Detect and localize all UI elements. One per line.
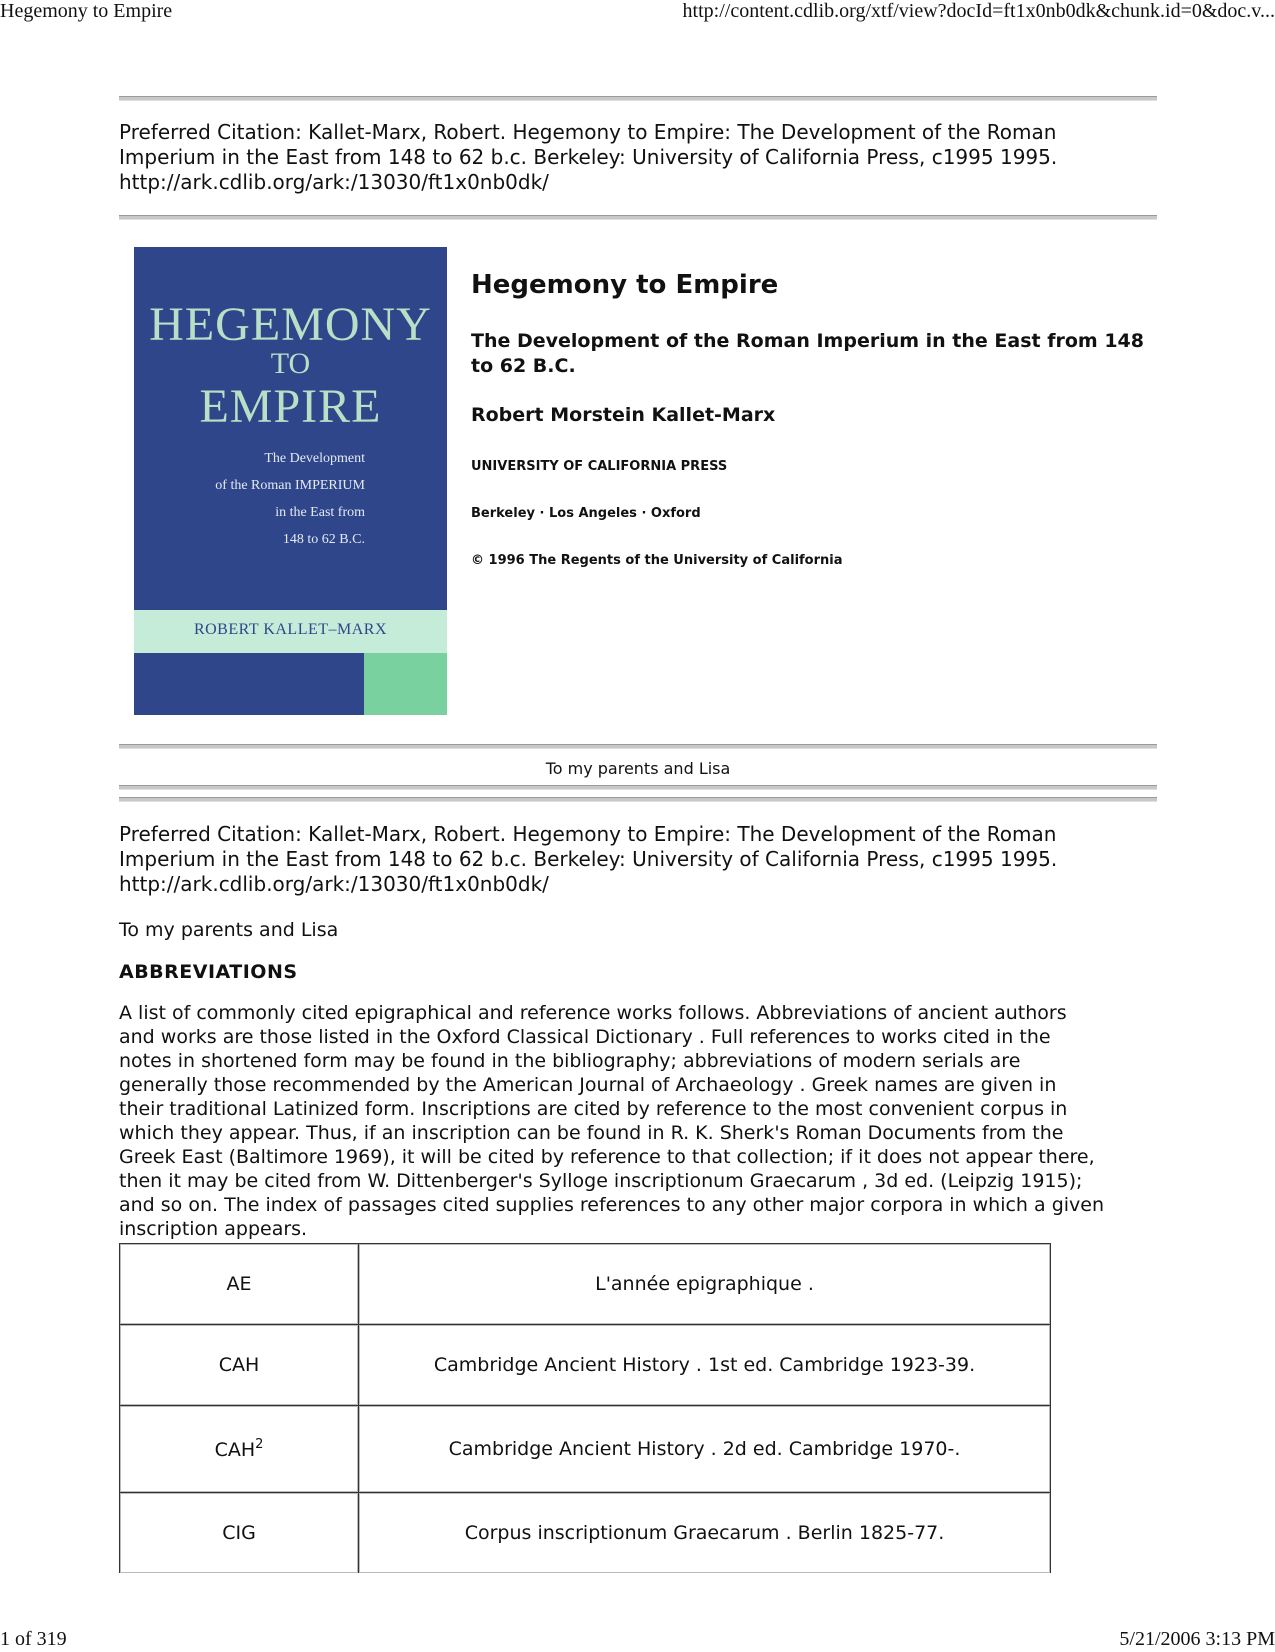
book-cover-image xyxy=(134,247,447,715)
cover-subtitle: The Development of the Roman IMPERIUM in the East from 148 to 62 B.C. xyxy=(215,451,365,547)
book-subtitle: The Development of the Roman Imperium in the East from 148 to 62 B.C. xyxy=(471,330,1144,377)
cover-accent-block xyxy=(364,653,447,715)
description-cell: Corpus inscriptionum Graecarum . Berlin 1825-77. xyxy=(359,1493,1051,1574)
copyright: © 1996 The Regents of the University of California xyxy=(471,553,843,568)
abbreviation-cell: CIG xyxy=(120,1493,359,1574)
cover-title-1: HEGEMONY xyxy=(149,298,432,351)
abbreviation-cell: CAH xyxy=(120,1325,359,1406)
dedication: To my parents and Lisa xyxy=(119,919,339,941)
description-cell: Cambridge Ancient History . 1st ed. Cambridge 1923-39. xyxy=(359,1325,1051,1406)
abbreviations-table xyxy=(119,1243,1051,1573)
book-title: Hegemony to Empire xyxy=(471,270,779,300)
table-row xyxy=(120,1325,1051,1406)
cover-author: ROBERT KALLET–MARX xyxy=(193,621,388,638)
preferred-citation-top: Preferred Citation: Kallet-Marx, Robert. Hegemony to Empire: The Development of the Roman Imperium in the East from 148 to 62 b.c. Berkeley: University of California Press, c1995 1995. http://ark.cdlib.org/ark:/13030/ft1x0nb0dk/ xyxy=(119,120,1157,195)
citation-ark-link[interactable]: http://ark.cdlib.org/ark:/13030/ft1x0nb0dk/ xyxy=(119,170,549,194)
print-header-url: http://content.cdlib.org/xtf/view?docId=ft1x0nb0dk&chunk.id=0&doc.v... xyxy=(682,0,1275,22)
publisher: UNIVERSITY OF CALIFORNIA PRESS xyxy=(471,459,728,474)
abbreviations-intro: A list of commonly cited epigraphical and reference works follows. Abbreviations of ancient authors and works are those listed in the Oxford Classical Dictionary . Full references to works cited in the notes in shortened form may be found in the bibliography; abbreviations of modern serials are generally those recommended by the American Journal of Archaeology . Greek names are given in their traditional Latinized form. Inscriptions are cited by reference to the most convenient corpus in which they appear. Thus, if an inscription can be found in R. K. Sherk's Roman Documents from the Greek East (Baltimore 1969), it will be cited by reference to that collection; if it does not appear there, then it may be cited from W. Dittenberger's Sylloge inscriptionum Graecarum , 3d ed. (Leipzig 1915); and so on. The index of passages cited supplies references to any other major corpora in which a given inscription appears. xyxy=(119,1002,1105,1240)
description-cell: L'année epigraphique . xyxy=(359,1244,1051,1325)
divider xyxy=(119,785,1157,790)
divider xyxy=(119,797,1157,802)
print-header-title: Hegemony to Empire xyxy=(0,0,173,22)
divider xyxy=(119,215,1157,220)
book-author: Robert Morstein Kallet-Marx xyxy=(471,404,776,426)
abbreviation-cell: CAH$^2$ xyxy=(120,1406,359,1493)
abbreviations-heading: ABBREVIATIONS xyxy=(119,961,298,983)
dedication-centered: To my parents and Lisa xyxy=(545,759,731,778)
abbreviation-cell: AE xyxy=(120,1244,359,1325)
table-row xyxy=(120,1406,1051,1493)
citation-ark-link[interactable]: http://ark.cdlib.org/ark:/13030/ft1x0nb0dk/ xyxy=(119,872,549,896)
cover-title-2: TO xyxy=(270,347,311,380)
divider xyxy=(119,744,1157,749)
print-footer xyxy=(0,1628,1275,1652)
print-timestamp: 5/21/2006 3:13 PM xyxy=(1119,1628,1275,1650)
preferred-citation-bottom: Preferred Citation: Kallet-Marx, Robert. Hegemony to Empire: The Development of the Roman Imperium in the East from 148 to 62 b.c. Berkeley: University of California Press, c1995 1995. http://ark.cdlib.org/ark:/13030/ft1x0nb0dk/ xyxy=(119,822,1157,897)
table-row xyxy=(120,1244,1051,1325)
cover-author-band xyxy=(134,610,447,653)
page-count: 1 of 319 xyxy=(0,1628,67,1650)
publisher-places: Berkeley · Los Angeles · Oxford xyxy=(471,506,701,521)
table-row xyxy=(120,1493,1051,1574)
print-header xyxy=(0,0,1275,24)
divider xyxy=(119,96,1157,101)
cover-title-3: EMPIRE xyxy=(199,380,382,433)
superscript: 2 xyxy=(255,1437,264,1452)
description-cell: Cambridge Ancient History . 2d ed. Cambridge 1970-. xyxy=(359,1406,1051,1493)
